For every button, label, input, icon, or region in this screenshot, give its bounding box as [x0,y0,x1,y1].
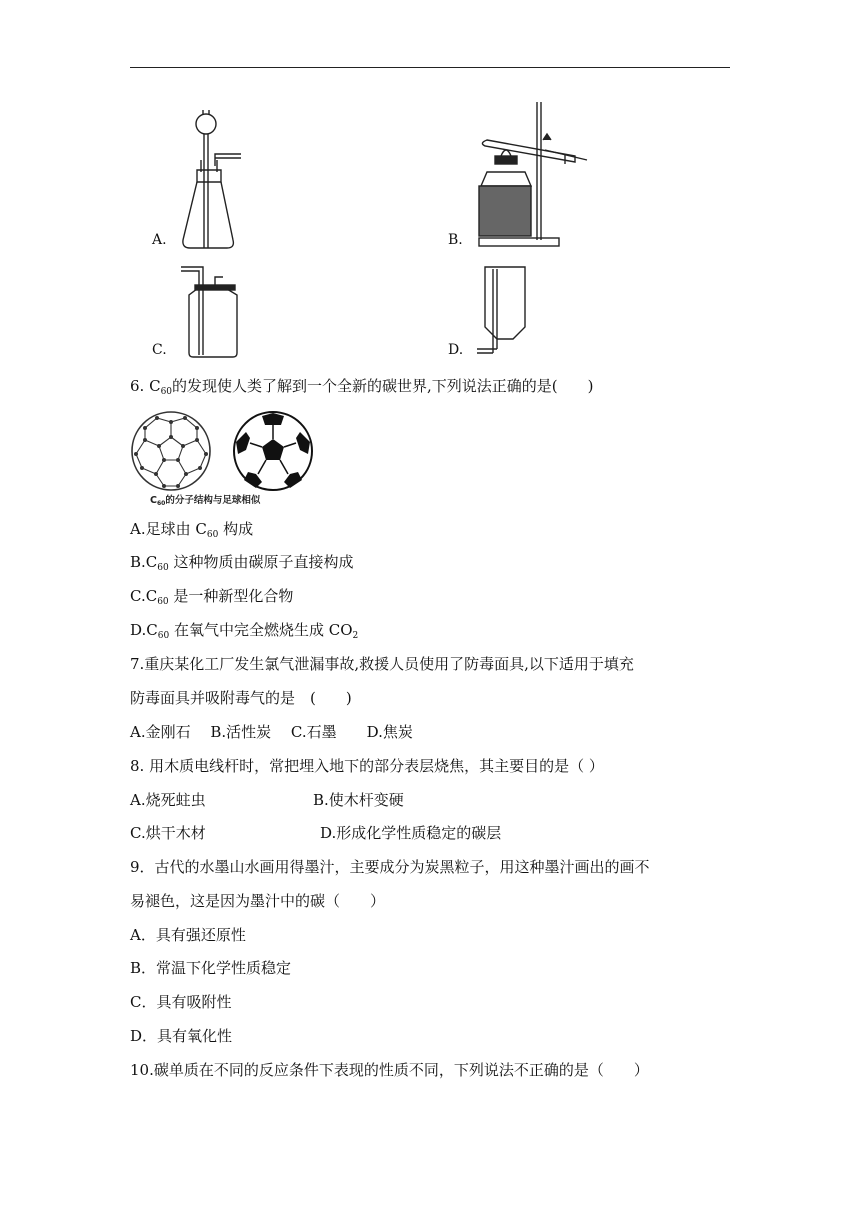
c60-molecule-image [130,410,212,492]
q8-option-c: C.烘干木材 [130,824,206,842]
apparatus-flask-funnel [175,110,250,252]
q6-stem: 6. $C_{60}$的发现使人类了解到一个全新的碳世界,下列说法正确的是( ) [130,377,594,397]
q6-option-c: $C.C_{60}$ 是一种新型化合物 [130,587,294,607]
q7-stem-line1: 7.重庆某化工厂发生氯气泄漏事故,救援人员使用了防毒面具,以下适用于填充 [130,655,634,673]
option-c-label: C. [152,342,167,358]
q6-option-b: $B.C_{60}$ 这种物质由碳原子直接构成 [130,553,354,573]
q6-option-a: A.足球由 $C_{60}$ 构成 [130,520,254,540]
apparatus-heated-test-tube [475,100,590,250]
q10-stem: 10.碳单质在不同的反应条件下表现的性质不同，下列说法不正确的是（ ） [130,1061,649,1079]
q7-stem-line2: 防毒面具并吸附毒气的是 ( ) [130,689,352,707]
soccer-ball-image [232,410,314,492]
option-d-label: D. [448,342,464,358]
q8-option-b: B.使木杆变硬 [313,791,404,809]
header-rule [130,67,730,68]
q8-stem: 8. 用木质电线杆时，常把埋入地下的部分表层烧焦，其主要目的是（ ） [130,757,604,775]
q7-options: A.金刚石 B.活性炭 C.石墨 D.焦炭 [130,723,413,741]
q6-option-d: $D.C_{60}$ 在氧气中完全燃烧生成 $CO_2$ [130,621,359,641]
option-a-label: A. [152,232,167,248]
apparatus-inverted-bottle [475,265,535,360]
q8-option-a: A.烧死蛀虫 [130,791,206,809]
q9-stem-line1: 9．古代的水墨山水画用得墨汁，主要成分为炭黑粒子，用这种墨汁画出的画不 [130,858,650,876]
q9-stem-line2: 易褪色，这是因为墨汁中的碳（ ） [130,892,386,910]
q9-option-a: A．具有强还原性 [130,926,246,944]
image-caption: $C_{60}$的分子结构与足球相似 [150,495,261,507]
q9-option-b: B．常温下化学性质稳定 [130,959,292,977]
option-b-label: B. [448,232,463,248]
q9-option-c: C．具有吸附性 [130,993,232,1011]
q9-option-d: D．具有氧化性 [130,1027,233,1045]
q8-option-d: D.形成化学性质稳定的碳层 [320,824,502,842]
apparatus-gas-bottle [175,265,240,360]
